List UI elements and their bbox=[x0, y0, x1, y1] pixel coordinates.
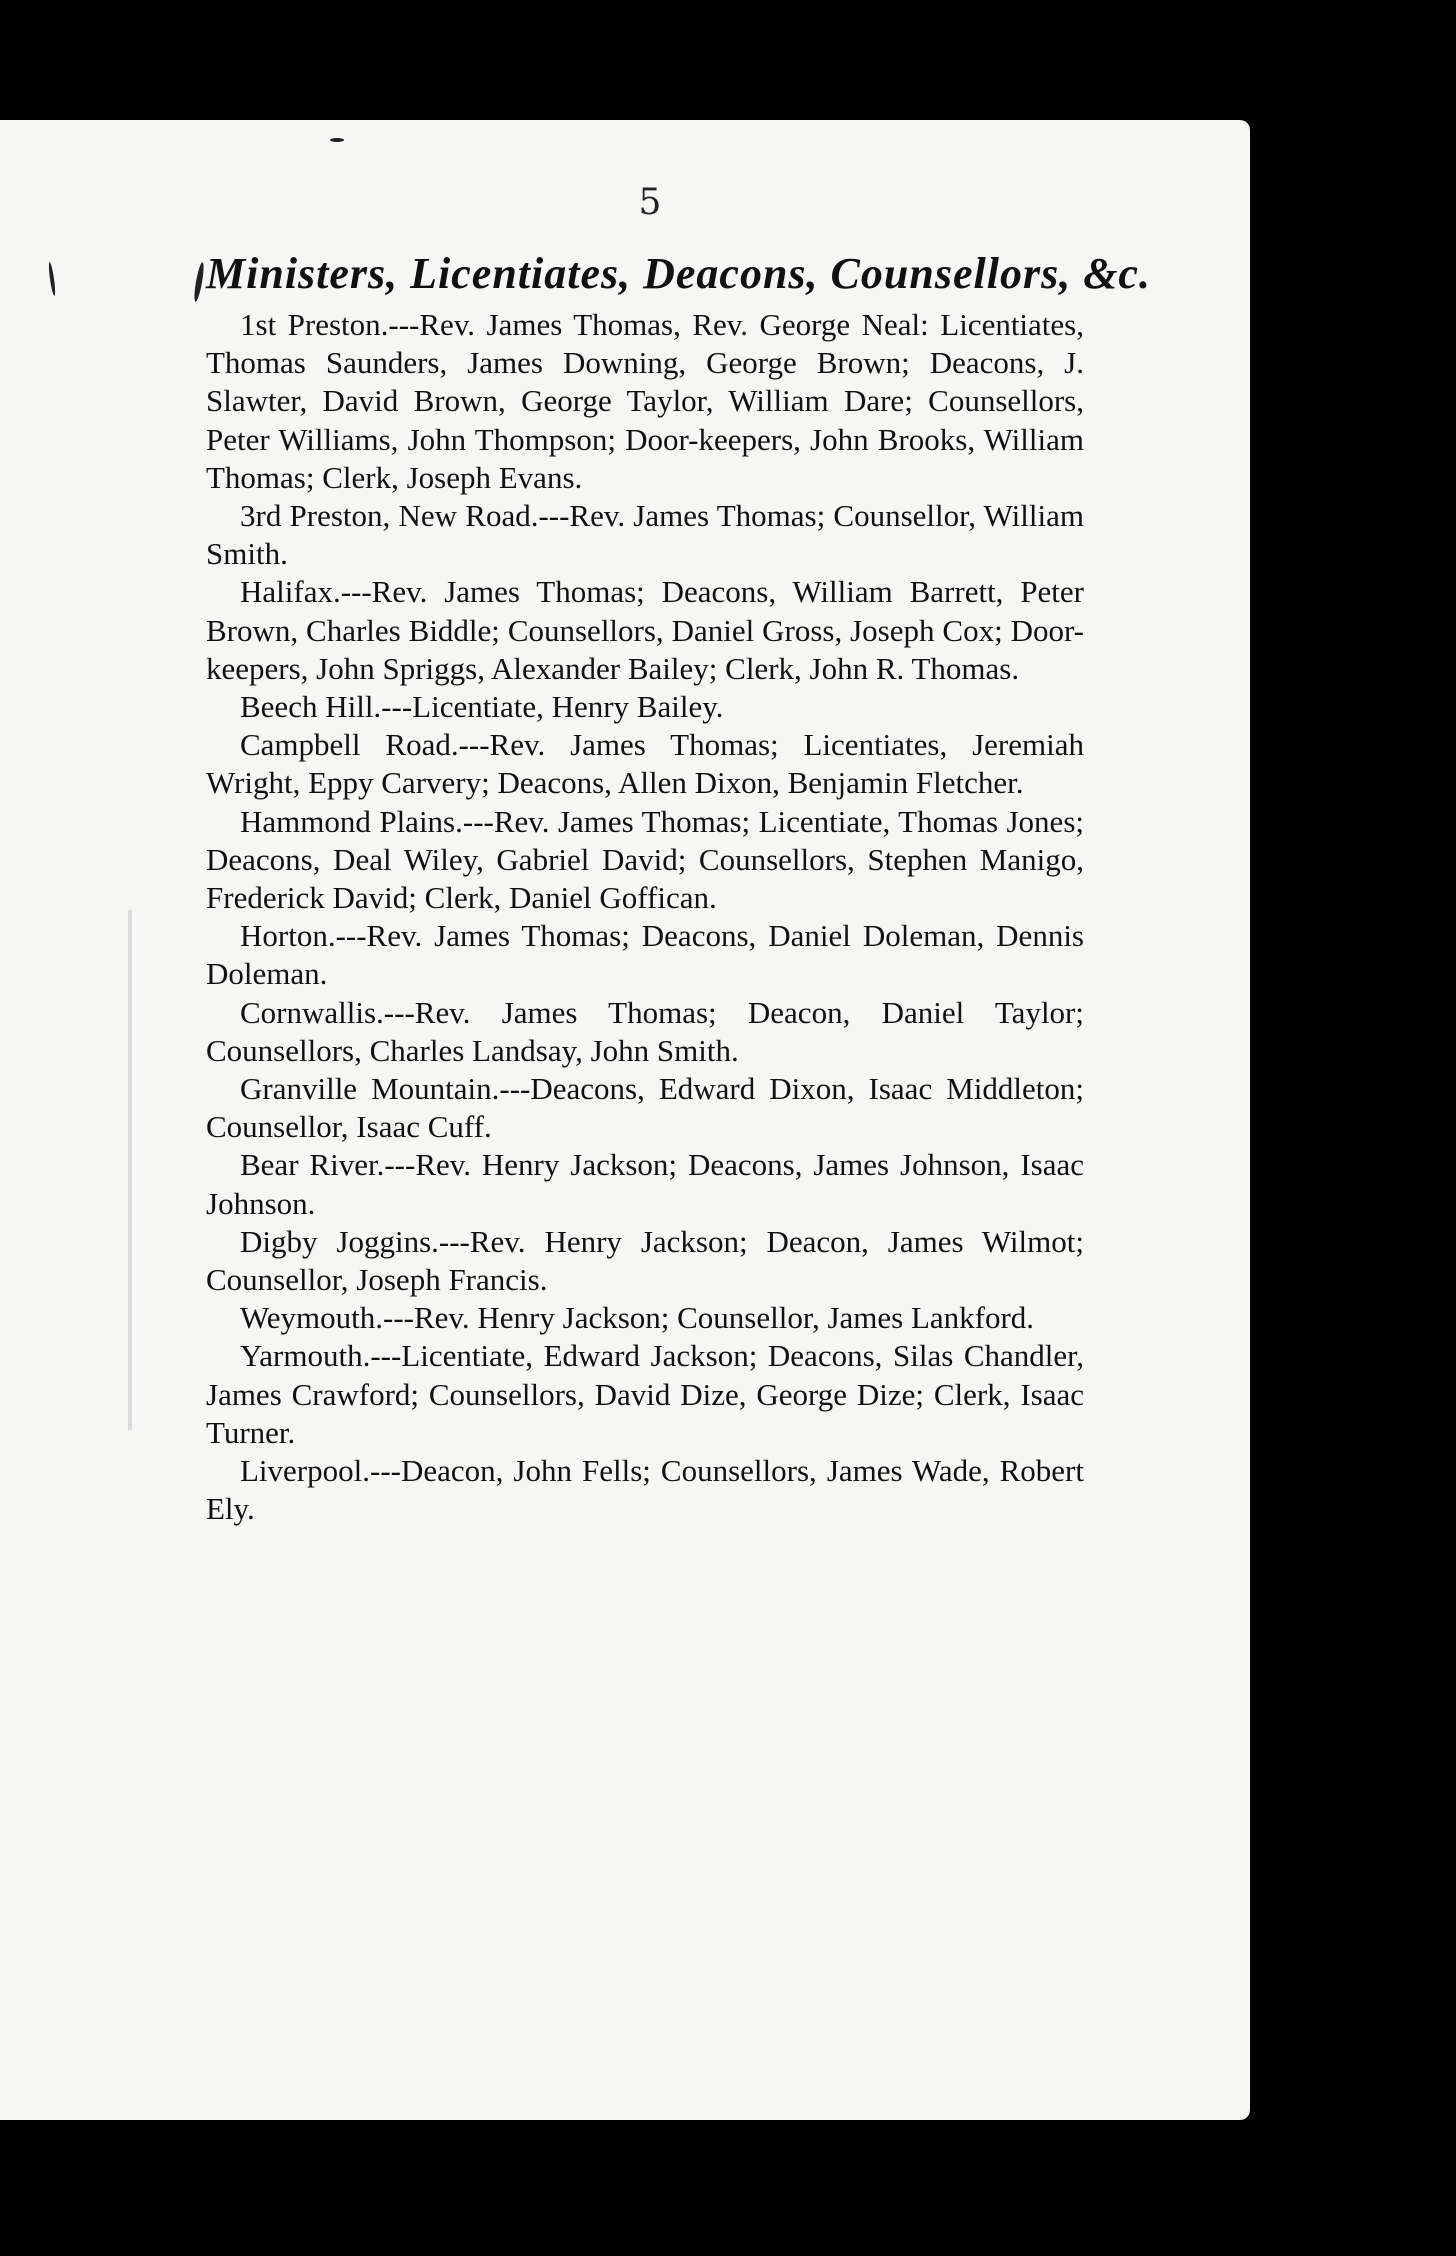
entry-campbell-road: Campbell Road.---Rev. James Thomas; Licentiates, Jeremiah Wright, Eppy Carvery; Deacons, Allen Dixon, Benjamin Fletcher. bbox=[206, 727, 1084, 801]
ink-smudge bbox=[193, 262, 206, 302]
page-fold-line bbox=[128, 910, 132, 1430]
entries-list bbox=[206, 306, 1084, 1529]
entry-beech-hill: Beech Hill.---Licentiate, Henry Bailey. bbox=[240, 689, 724, 725]
entry-bear-river: Bear River.---Rev. Henry Jackson; Deacons, James Johnson, Isaac Johnson. bbox=[206, 1147, 1084, 1221]
entry-horton: Horton.---Rev. James Thomas; Deacons, Daniel Doleman, Dennis Doleman. bbox=[206, 918, 1084, 992]
entry-halifax: Halifax.---Rev. James Thomas; Deacons, William Barrett, Peter Brown, Charles Biddle; Counsellors, Daniel Gross, Joseph Cox; Door-keepers, John Spriggs, Alexander Bailey; Clerk, John R. Thomas. bbox=[206, 574, 1084, 686]
entry-hammond-plains: Hammond Plains.---Rev. James Thomas; Licentiate, Thomas Jones; Deacons, Deal Wiley, Gabriel David; Counsellors, Stephen Manigo, Frederick David; Clerk, Daniel Goffican. bbox=[206, 803, 1084, 916]
entry-3rd-preston: 3rd Preston, New Road.---Rev. James Thomas; Counsellor, William Smith. bbox=[206, 498, 1084, 572]
entry-liverpool: Liverpool.---Deacon, John Fells; Counsellors, James Wade, Robert Ely. bbox=[206, 1453, 1084, 1527]
entry-digby-joggins: Digby Joggins.---Rev. Henry Jackson; Deacon, James Wilmot; Counsellor, Joseph Francis. bbox=[206, 1223, 1084, 1298]
entry-1st-preston: 1st Preston.---Rev. James Thomas, Rev. George Neal: Licentiates, Thomas Saunders, James Downing, George Brown; Deacons, J. Slawter, David Brown, George Taylor, William Dare; Counsellors, Peter Williams, John Thompson; Door-keepers, John Brooks, William Thomas; Clerk, Joseph Evans. bbox=[206, 307, 1084, 495]
entry-weymouth: Weymouth.---Rev. Henry Jackson; Counsellor, James Lankford. bbox=[240, 1300, 1035, 1336]
entry-granville-mountain: Granville Mountain.---Deacons, Edward Dixon, Isaac Middleton; Counsellor, Isaac Cuff. bbox=[206, 1071, 1084, 1145]
ink-smudge bbox=[330, 138, 344, 142]
page-number: 5 bbox=[638, 182, 662, 223]
page-heading: Ministers, Licentiates, Deacons, Counsellors, &c. bbox=[206, 249, 1151, 298]
entry-yarmouth: Yarmouth.---Licentiate, Edward Jackson; Deacons, Silas Chandler, James Crawford; Counsellors, David Dize, George Dize; Clerk, Isaac Turner. bbox=[206, 1338, 1084, 1450]
entry-cornwallis: Cornwallis.---Rev. James Thomas; Deacon, Daniel Taylor; Counsellors, Charles Landsay, John Smith. bbox=[206, 994, 1084, 1068]
ink-smudge bbox=[48, 262, 57, 296]
